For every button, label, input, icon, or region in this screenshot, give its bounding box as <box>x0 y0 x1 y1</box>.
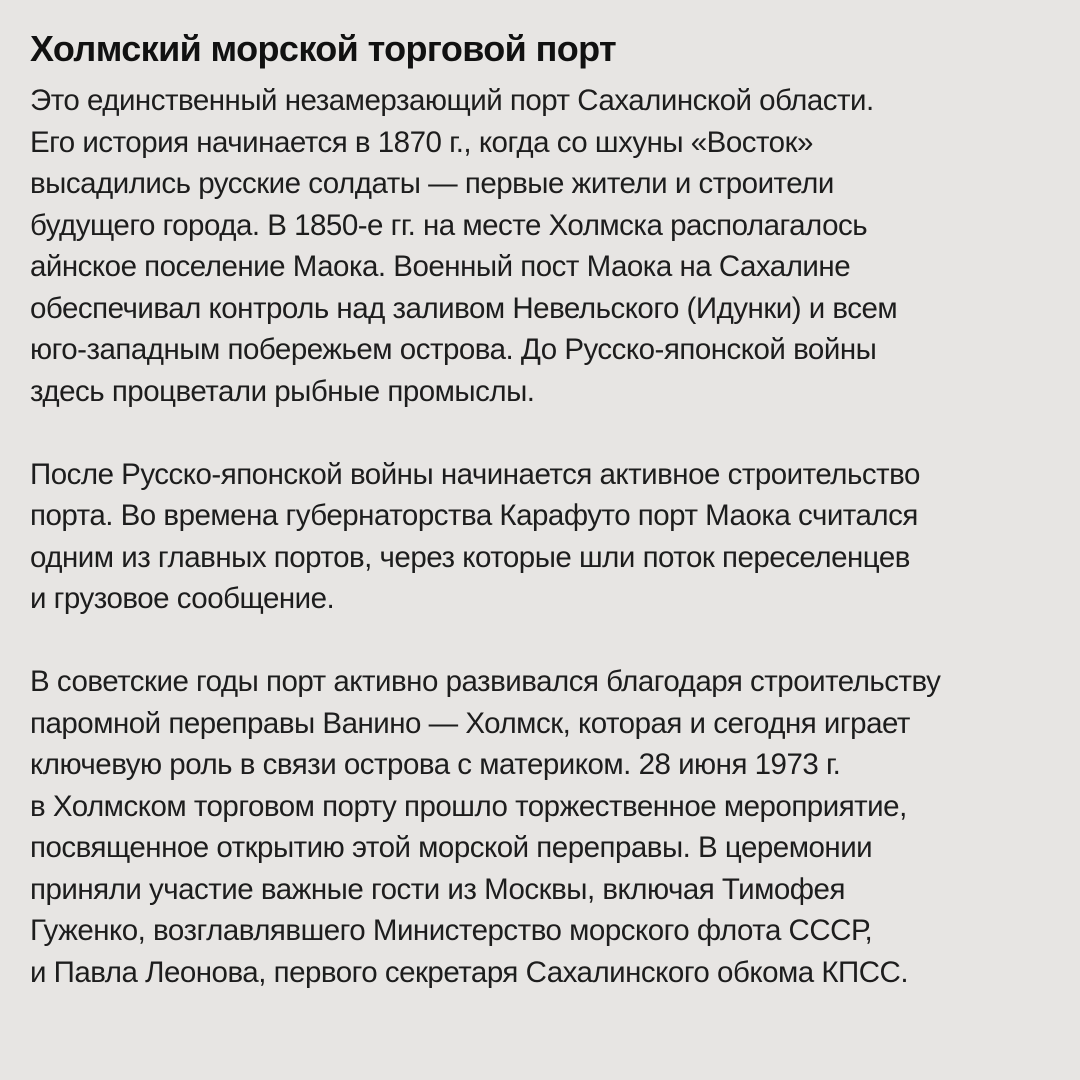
paragraph-line: и грузовое сообщение. <box>30 582 335 615</box>
paragraph-line: высадились русские солдаты — первые жители и строители <box>30 167 834 200</box>
paragraph-line: посвященное открытию этой морской переправы. В церемонии <box>30 831 873 864</box>
paragraph-line: здесь процветали рыбные промыслы. <box>30 374 535 408</box>
paragraph-line: ключевую роль в связи острова с материком. 28 июня 1973 г. <box>30 748 841 781</box>
paragraph-line: После Русско-японской войны начинается активное строительство <box>30 457 920 491</box>
paragraph-spacer <box>30 412 1052 454</box>
paragraph-spacer <box>30 620 1052 662</box>
paragraph-line: в Холмском торговом порту прошло торжественное мероприятие, <box>30 789 907 823</box>
paragraph-line: юго-западным побережьем острова. До Русско-японской войны <box>30 333 877 366</box>
paragraph-line: паромной переправы Ванино — Холмск, которая и сегодня играет <box>30 706 910 740</box>
paragraph-1 <box>30 80 1052 412</box>
paragraph-line: В советские годы порт активно развивался благодаря строительству <box>30 665 941 698</box>
paragraph-line: приняли участие важные гости из Москвы, включая Тимофея <box>30 872 845 906</box>
article-title: Холмский морской торговой порт <box>30 28 617 69</box>
paragraph-line: и Павла Леонова, первого секретаря Сахалинского обкома КПСС. <box>30 955 909 989</box>
paragraph-line: порта. Во времена губернаторства Карафуто порт Маока считался <box>30 499 918 532</box>
paragraph-line: Гуженко, возглавлявшего Министерство морского флота СССР, <box>30 914 873 947</box>
paragraph-line: будущего города. В 1850-е гг. на месте Холмска располагалось <box>30 208 868 242</box>
paragraph-3 <box>30 661 1052 993</box>
paragraph-line: Это единственный незамерзающий порт Сахалинской области. <box>30 84 874 117</box>
paragraph-line: одним из главных портов, через которые шли поток переселенцев <box>30 540 910 574</box>
paragraph-line: айнское поселение Маока. Военный пост Маока на Сахалине <box>30 250 851 283</box>
paragraph-line: Его история начинается в 1870 г., когда со шхуны «Восток» <box>30 125 813 159</box>
paragraph-line: обеспечивал контроль над заливом Невельского (Идунки) и всем <box>30 291 898 325</box>
paragraph-2 <box>30 454 1052 620</box>
